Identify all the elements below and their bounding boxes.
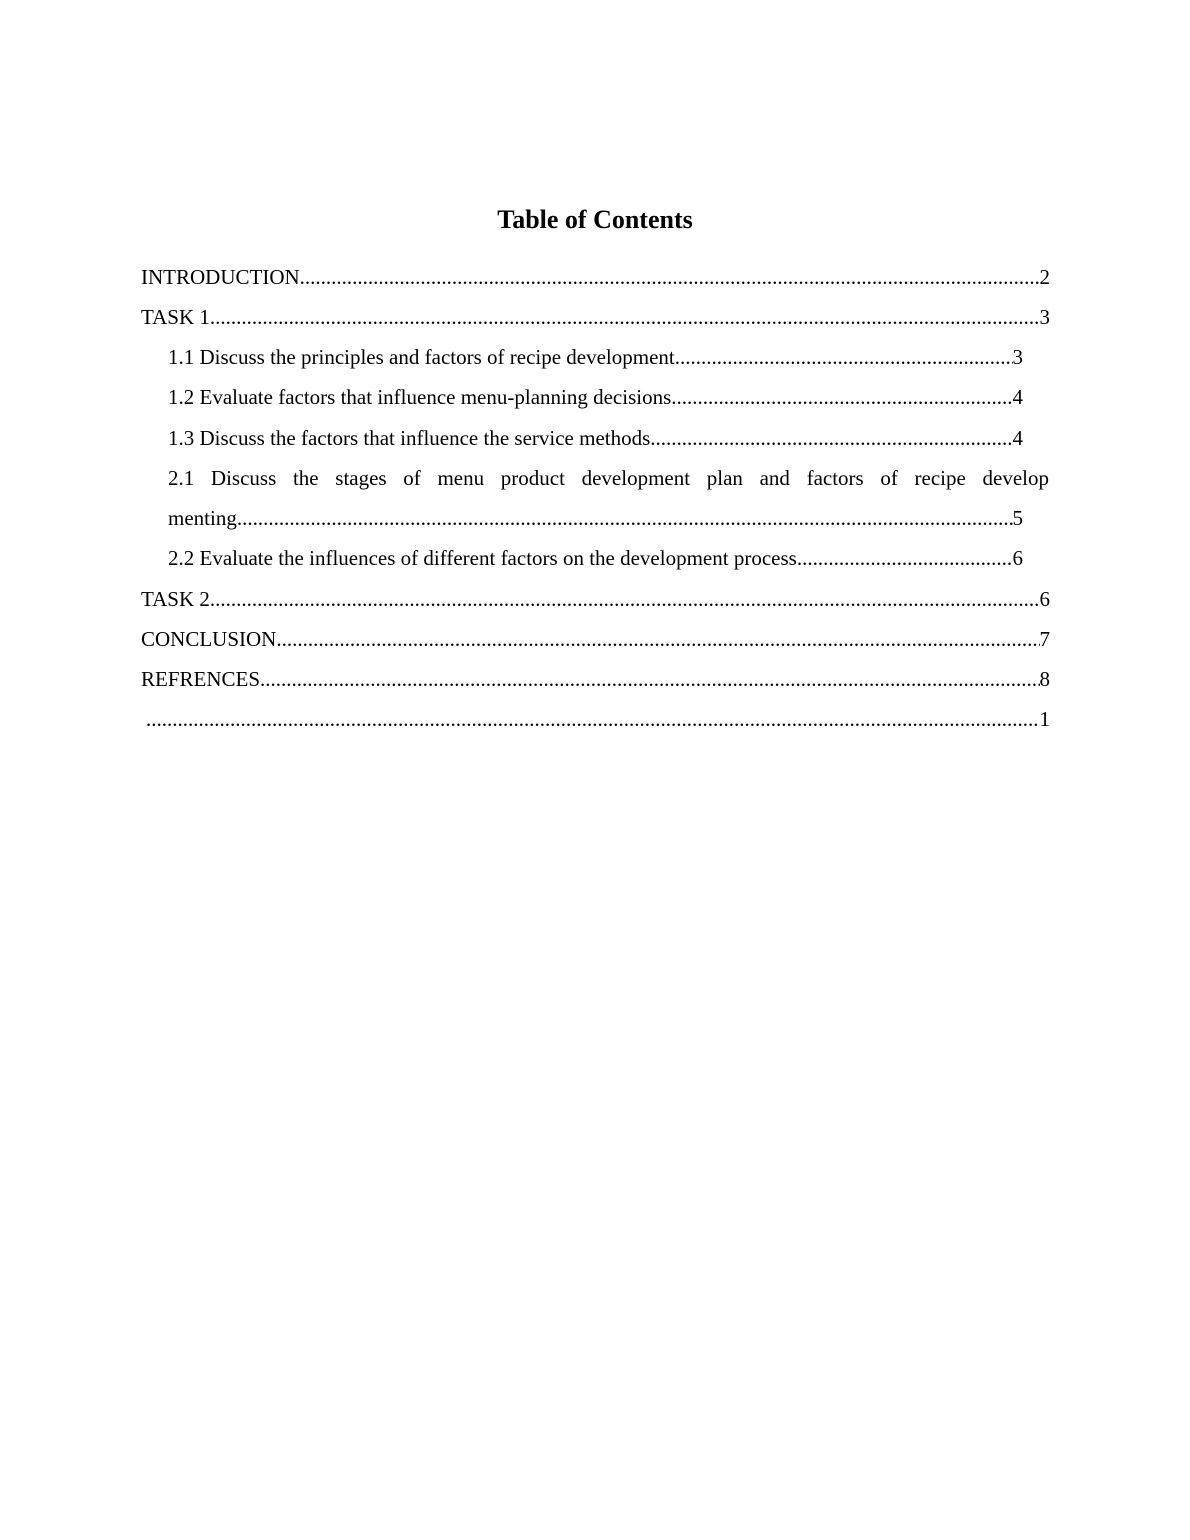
toc-page-number: 4	[1012, 426, 1023, 450]
toc-entry-1-1[interactable]	[168, 344, 1023, 370]
toc-entry-label: REFRENCES	[141, 667, 261, 691]
toc-dot-leader	[300, 264, 1040, 290]
toc-entry-task-2[interactable]	[141, 586, 1050, 612]
toc-dot-leader	[671, 384, 1012, 410]
toc-page-number: 3	[1039, 305, 1050, 329]
toc-dot-leader	[276, 626, 1039, 652]
toc-entry-unlabeled[interactable]	[146, 706, 1050, 732]
toc-entry-label: 1.1 Discuss the principles and factors of recipe development	[168, 345, 675, 369]
toc-dot-leader	[650, 425, 1012, 451]
toc-page-number: 7	[1039, 627, 1050, 651]
toc-entry-label: menting	[168, 506, 237, 530]
toc-entry-introduction[interactable]	[141, 264, 1050, 290]
toc-dot-leader	[675, 344, 1013, 370]
toc-entry-label: CONCLUSION	[141, 627, 277, 651]
toc-entry-conclusion[interactable]	[141, 626, 1050, 652]
toc-dot-leader	[210, 586, 1040, 612]
toc-page-number: 6	[1039, 587, 1050, 611]
toc-page-number: 4	[1012, 385, 1023, 409]
toc-dot-leader	[260, 666, 1039, 692]
toc-dot-leader	[210, 304, 1040, 330]
toc-entry-1-2[interactable]	[168, 384, 1023, 410]
toc-title: Table of Contents	[497, 205, 693, 234]
toc-entry-2-2[interactable]	[168, 545, 1023, 571]
toc-page-number: 1	[1039, 707, 1050, 731]
toc-page-number: 2	[1039, 265, 1050, 289]
toc-entry-label: TASK 1	[141, 305, 210, 329]
toc-entry-task-1[interactable]	[141, 304, 1050, 330]
toc-page-number: 6	[1012, 546, 1023, 570]
toc-entry-label: 1.3 Discuss the factors that influence the service methods	[168, 426, 651, 450]
toc-dot-leader	[146, 706, 1040, 732]
toc-entry-label: INTRODUCTION	[141, 265, 300, 289]
toc-dot-leader	[797, 545, 1013, 571]
toc-page-number: 8	[1039, 667, 1050, 691]
toc-entry-label: 1.2 Evaluate factors that influence menu-planning decisions	[168, 385, 672, 409]
toc-entry-refrences[interactable]	[141, 666, 1050, 692]
toc-entry-label: TASK 2	[141, 587, 210, 611]
toc-dot-leader	[237, 505, 1013, 531]
toc-entry-label: 2.2 Evaluate the influences of different factors on the development process	[168, 546, 797, 570]
toc-page-number: 5	[1012, 506, 1023, 530]
toc-page-number: 3	[1012, 345, 1023, 369]
toc-entry-1-3[interactable]	[168, 425, 1023, 451]
toc-entry-2-1-line-2[interactable]	[168, 505, 1023, 531]
toc-entry-2-1-line-1[interactable]: 2.1 Discuss the stages of menu product development plan and factors of recipe develop	[168, 466, 1049, 490]
